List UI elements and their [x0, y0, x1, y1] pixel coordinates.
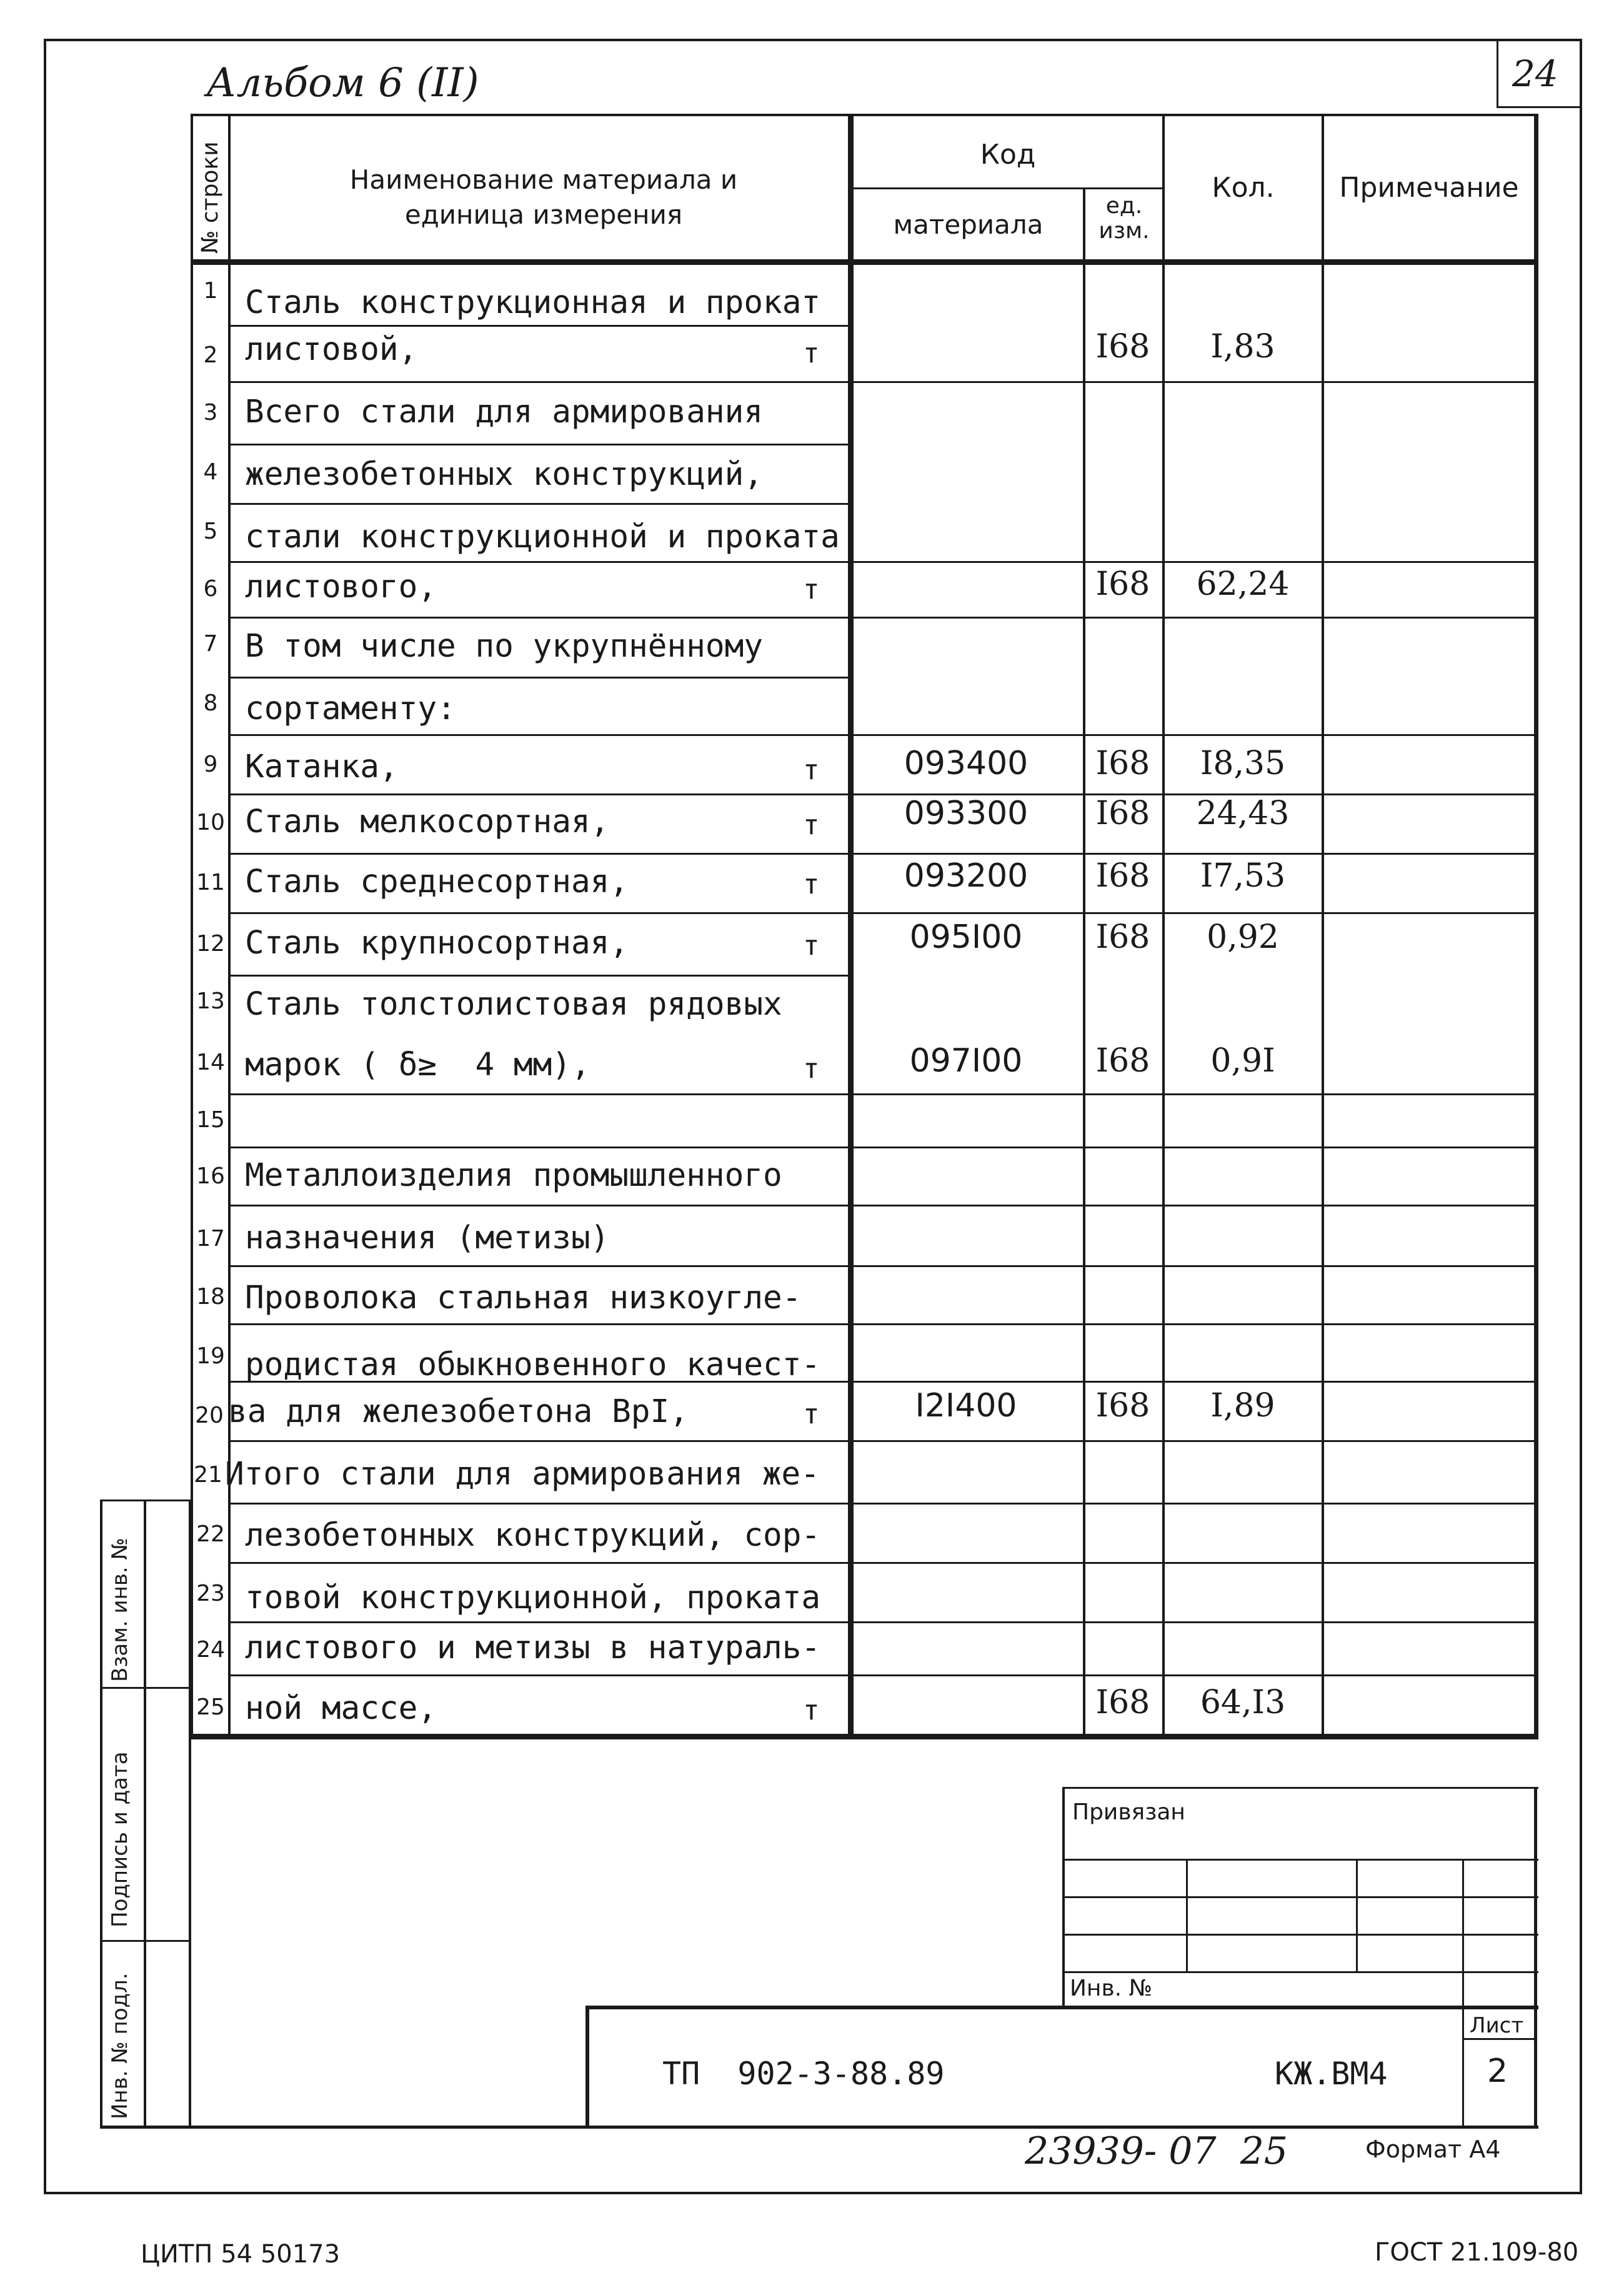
- col-header-note: Примечание: [1339, 172, 1519, 204]
- row-description: Итого стали для армирования же-: [225, 1456, 820, 1493]
- row-quantity: 24,43: [1196, 795, 1290, 832]
- row-description: В том числе по укрупнённому: [245, 628, 764, 665]
- col-header-code: Код: [980, 139, 1036, 171]
- row-quantity: I,83: [1210, 328, 1275, 366]
- row-number: 2: [203, 342, 218, 368]
- label-podpis-data: Подпись и дата: [107, 1751, 132, 1927]
- row-description: листовой,: [245, 331, 418, 368]
- row-number: 3: [203, 400, 218, 425]
- row-unit: т: [803, 574, 820, 605]
- row-description: Всего стали для армирования: [245, 394, 764, 430]
- row-description: Сталь толстолистовая рядовых: [245, 986, 782, 1023]
- row-unit-code: I68: [1095, 565, 1150, 603]
- row-unit: т: [803, 337, 820, 369]
- row-description: Сталь конструкционная и прокат: [245, 284, 821, 321]
- gost-label: ГОСТ 21.109-80: [1375, 2238, 1579, 2267]
- row-unit-code: I68: [1095, 795, 1150, 832]
- row-number: 22: [196, 1521, 225, 1547]
- row-number: 8: [203, 690, 218, 716]
- row-unit-code: I68: [1095, 857, 1150, 895]
- col-header-code-unit: ед. изм.: [1098, 193, 1150, 244]
- row-unit: т: [803, 1398, 820, 1430]
- list-number: 2: [1487, 2052, 1508, 2090]
- row-unit-code: I68: [1095, 1042, 1150, 1080]
- row-quantity: 0,92: [1207, 918, 1279, 956]
- row-description: Металлоизделия промышленного: [245, 1157, 782, 1194]
- row-quantity: 64,I3: [1200, 1684, 1286, 1721]
- page-number: 24: [1512, 52, 1558, 95]
- row-description: листового и метизы в натураль-: [245, 1629, 821, 1666]
- row-description: железобетонных конструкций,: [245, 456, 764, 493]
- row-description: сортаменту:: [245, 690, 456, 727]
- row-description: товой конструкционной, проката: [245, 1579, 821, 1616]
- col-header-row-no: № строки: [197, 141, 223, 254]
- row-unit: т: [803, 754, 820, 786]
- row-number: 20: [195, 1403, 224, 1428]
- row-number: 10: [196, 810, 225, 835]
- doc-mark: КЖ.ВМ4: [1275, 2056, 1388, 2092]
- row-description: Сталь среднесортная,: [245, 863, 629, 900]
- row-number: 18: [196, 1284, 225, 1310]
- inv-no-label: Инв. №: [1070, 1976, 1153, 2001]
- printer-code: ЦИТП 54 50173: [141, 2240, 341, 2269]
- row-number: 6: [203, 576, 218, 602]
- row-number: 16: [196, 1163, 225, 1189]
- row-quantity: I8,35: [1200, 745, 1286, 782]
- row-unit: т: [803, 930, 820, 962]
- label-vzam-inv: Взам. инв. №: [107, 1538, 132, 1682]
- col-header-name: Наименование материала и единица измерения: [349, 164, 738, 230]
- row-description: ва для железобетона ВрI,: [228, 1393, 689, 1430]
- row-number: 7: [203, 631, 218, 657]
- row-unit-code: I68: [1095, 328, 1150, 366]
- row-quantity: 62,24: [1196, 565, 1290, 603]
- row-description: стали конструкционной и проката: [245, 519, 840, 555]
- row-number: 21: [194, 1462, 222, 1488]
- row-description: Сталь мелкосортная,: [245, 803, 610, 840]
- row-unit: т: [803, 809, 820, 841]
- row-description: марок ( δ≥ 4 мм),: [245, 1047, 590, 1083]
- row-description: ной массе,: [245, 1690, 437, 1727]
- row-number: 24: [196, 1637, 225, 1663]
- row-unit-code: I68: [1095, 918, 1150, 956]
- row-unit: т: [803, 1694, 820, 1726]
- row-unit-code: I68: [1095, 1684, 1150, 1721]
- album-label: Альбом 6 (II): [206, 60, 479, 106]
- row-number: 23: [196, 1581, 225, 1606]
- privyazan-label: Привязан: [1072, 1799, 1185, 1825]
- row-quantity: I7,53: [1200, 857, 1286, 895]
- row-number: 11: [196, 870, 225, 895]
- row-description: Проволока стальная низкоугле-: [245, 1280, 802, 1316]
- format-label: Формат А4: [1365, 2136, 1501, 2163]
- row-description: лезобетонных конструкций, сор-: [245, 1517, 821, 1554]
- row-material-code: 095I00: [909, 918, 1023, 956]
- row-unit-code: I68: [1095, 745, 1150, 782]
- row-number: 9: [203, 752, 218, 777]
- row-material-code: I2I400: [915, 1387, 1017, 1425]
- row-material-code: 097I00: [909, 1042, 1023, 1080]
- row-number: 12: [196, 931, 225, 957]
- row-description: Сталь крупносортная,: [245, 925, 629, 962]
- row-material-code: 093400: [904, 745, 1029, 782]
- row-number: 17: [196, 1226, 225, 1251]
- row-quantity: 0,9I: [1210, 1042, 1275, 1080]
- label-inv-podl: Инв. № подл.: [107, 1972, 132, 2119]
- row-number: 1: [203, 278, 218, 304]
- row-unit: т: [803, 1053, 820, 1085]
- row-number: 4: [203, 459, 218, 485]
- row-description: листового,: [245, 569, 437, 605]
- row-unit: т: [803, 868, 820, 900]
- row-description: Катанка,: [245, 749, 399, 785]
- handwritten-number: 23939- 07 25: [1025, 2129, 1288, 2173]
- list-label: Лист: [1470, 2013, 1524, 2038]
- row-number: 25: [196, 1694, 225, 1720]
- row-quantity: I,89: [1210, 1387, 1275, 1425]
- row-number: 14: [196, 1050, 225, 1075]
- row-unit-code: I68: [1095, 1387, 1150, 1425]
- row-number: 5: [203, 519, 218, 544]
- row-material-code: 093300: [904, 795, 1029, 832]
- col-header-qty: Кол.: [1212, 172, 1275, 204]
- row-description: назначения (метизы): [245, 1220, 610, 1256]
- col-header-code-material: материала: [893, 209, 1044, 240]
- doc-code: ТП 902-3-88.89: [662, 2056, 945, 2092]
- row-description: родистая обыкновенного качест-: [245, 1346, 821, 1383]
- row-number: 13: [196, 988, 225, 1014]
- row-number: 19: [196, 1343, 225, 1369]
- row-material-code: 093200: [904, 857, 1029, 895]
- row-number: 15: [196, 1107, 225, 1133]
